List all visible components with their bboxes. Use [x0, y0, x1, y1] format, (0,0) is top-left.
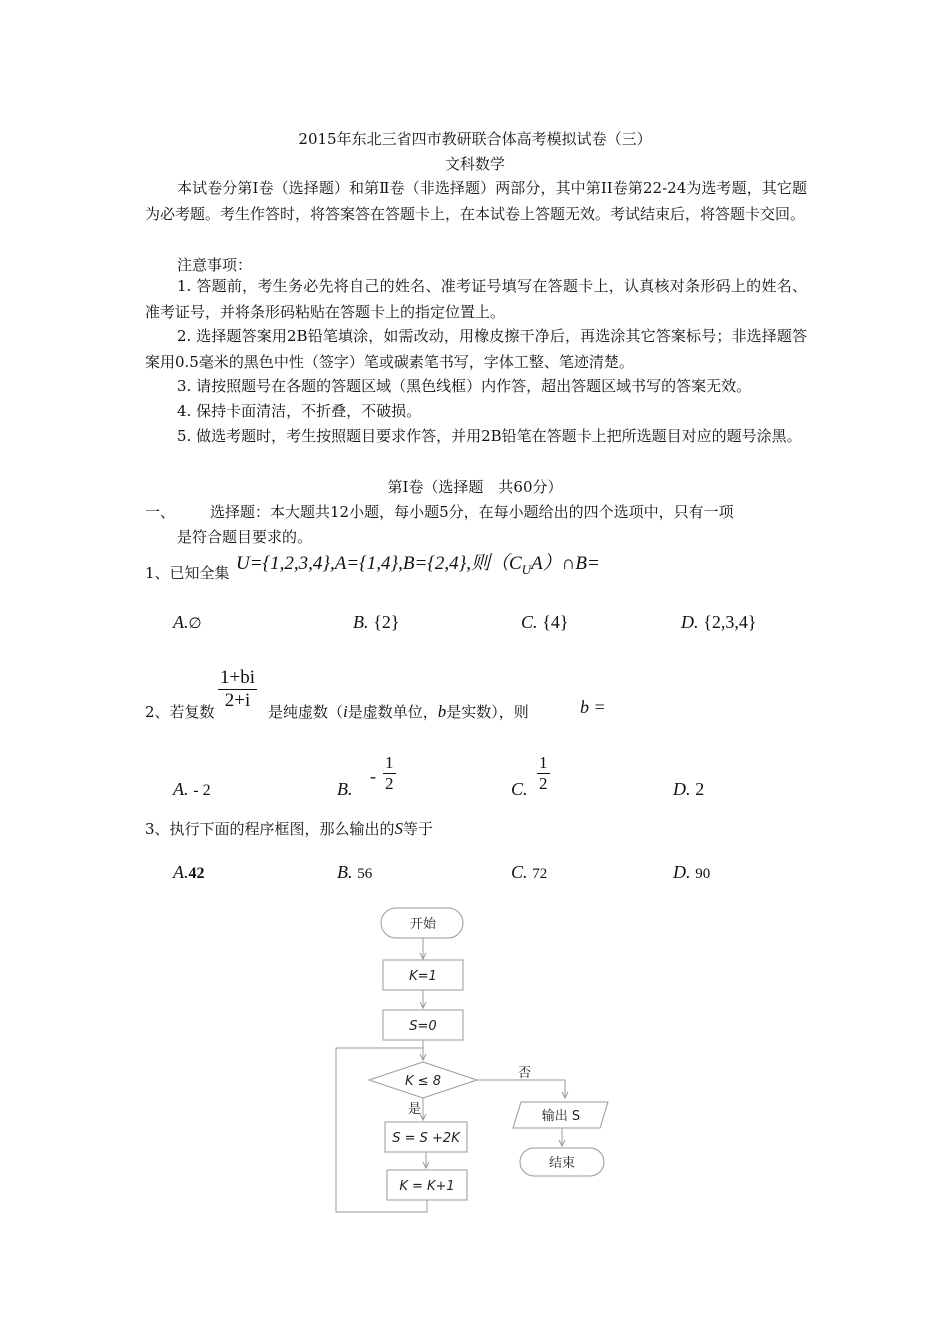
flow-s-init-label: S=0 [409, 1019, 437, 1034]
q2-tail: b = [580, 697, 606, 717]
q2-text-1: 是纯虚数（ [268, 703, 344, 721]
option-label: D. [673, 862, 691, 882]
notice-item-5: 5. 做选考题时，考生按照题目要求作答，并用2B铅笔在答题卡上把所选题目对应的题号涂黑。 [177, 427, 802, 445]
exam-title: 2015年东北三省四市教研联合体高考模拟试卷（三） [298, 130, 652, 148]
section-number: 一、 [145, 503, 176, 521]
q1-math-tail: A）∩B= [531, 553, 600, 574]
option-value: {2,3,4} [703, 612, 757, 632]
option-label: D. [673, 779, 691, 799]
option-label: C. [511, 862, 528, 882]
option-label: A. [173, 779, 189, 799]
exam-subject: 文科数学 [444, 155, 505, 173]
q2-numerator-text: 1+bi [220, 667, 255, 688]
section-description: 选择题：本大题共12小题，每小题5分，在每小题给出的四个选项中，只有一项 [210, 503, 734, 521]
option-value: 56 [357, 866, 373, 882]
option-label: B. [353, 612, 369, 632]
option-label: C. [521, 612, 538, 632]
intro-paragraph: 本试卷分第Ⅰ卷（选择题）和第Ⅱ卷（非选择题）两部分，其中第II卷第22-24为选考题，其它题为必考题。考生作答时，将答案答在答题卡上，在本试卷上答题无效。考试结束后，将答题卡交回。 [145, 179, 807, 223]
flow-output-label: 输出 S [541, 1109, 581, 1124]
option-value: 42 [188, 865, 205, 882]
option-label: A. [173, 862, 189, 882]
flow-k-update-label: K = K+1 [399, 1179, 455, 1194]
frac-numerator: 1 [539, 753, 548, 772]
option-value: {4} [542, 612, 569, 632]
option-value: 2 [695, 779, 705, 799]
q2-denominator-text: 2+i [224, 690, 251, 711]
flow-s-update-label: S = S +2K [392, 1131, 460, 1146]
option-value: ∅ [188, 616, 202, 632]
q2-var-b: b [437, 702, 447, 721]
notice-item-4: 4. 保持卡面清洁，不折叠，不破损。 [177, 402, 422, 420]
q1-math-sub: U [521, 561, 532, 577]
q2-var-i: i [343, 702, 348, 721]
option-label: A. [173, 612, 189, 632]
q3-prefix: 3、执行下面的程序框图，那么输出的 [145, 820, 395, 838]
option-value: 72 [532, 866, 548, 882]
q3-suffix: 等于 [403, 820, 434, 838]
frac-denominator: 2 [539, 774, 548, 793]
option-label: B. [337, 779, 353, 799]
notice-item-3: 3. 请按照题号在各题的答题区域（黑色线框）内作答，超出答题区域书写的答案无效。 [177, 377, 752, 395]
q2-option-b-sign: - [370, 766, 376, 786]
option-value: 90 [695, 866, 711, 882]
q2-text-2: 是虚数单位， [347, 703, 438, 721]
flow-condition-label: K ≤ 8 [405, 1074, 441, 1089]
option-value: {2} [373, 612, 400, 632]
notice-item-2: 2. 选择题答案用2B铅笔填涂，如需改动，用橡皮擦干净后，再选涂其它答案标号；非选择题答案用0.5毫米的黑色中性（签字）笔或碳素笔书写，字体工整、笔迹清楚。 [145, 327, 807, 371]
section-title: 第Ⅰ卷（选择题 共60分） [387, 478, 563, 496]
frac-numerator: 1 [385, 753, 394, 772]
q2-text-3: 是实数），则 [446, 703, 529, 721]
flow-no-label: 否 [518, 1066, 532, 1081]
q3-var-s: S [394, 819, 404, 838]
section-description-cont: 是符合题目要求的。 [177, 528, 313, 546]
frac-denominator: 2 [385, 774, 394, 793]
q2-prefix: 2、若复数 [145, 703, 215, 721]
notice-item-1: 1. 答题前，考生务必先将自己的姓名、准考证号填写在答题卡上，认真核对条形码上的姓名、准考证号，并将条形码粘贴在答题卡上的指定位置上。 [145, 277, 807, 321]
q1-prefix: 1、已知全集 [145, 564, 230, 582]
option-value: - 2 [193, 782, 211, 799]
flow-start-label: 开始 [409, 917, 437, 932]
flow-yes-label: 是 [408, 1102, 422, 1117]
option-label: B. [337, 862, 353, 882]
q1-math-main: U={1,2,3,4},A={1,4},B={2,4},则（C [236, 553, 522, 574]
option-label: C. [511, 779, 528, 799]
option-label: D. [681, 612, 699, 632]
flow-end-label: 结束 [548, 1156, 576, 1171]
flow-k-init-label: K=1 [409, 969, 437, 984]
notice-heading: 注意事项： [177, 256, 253, 274]
